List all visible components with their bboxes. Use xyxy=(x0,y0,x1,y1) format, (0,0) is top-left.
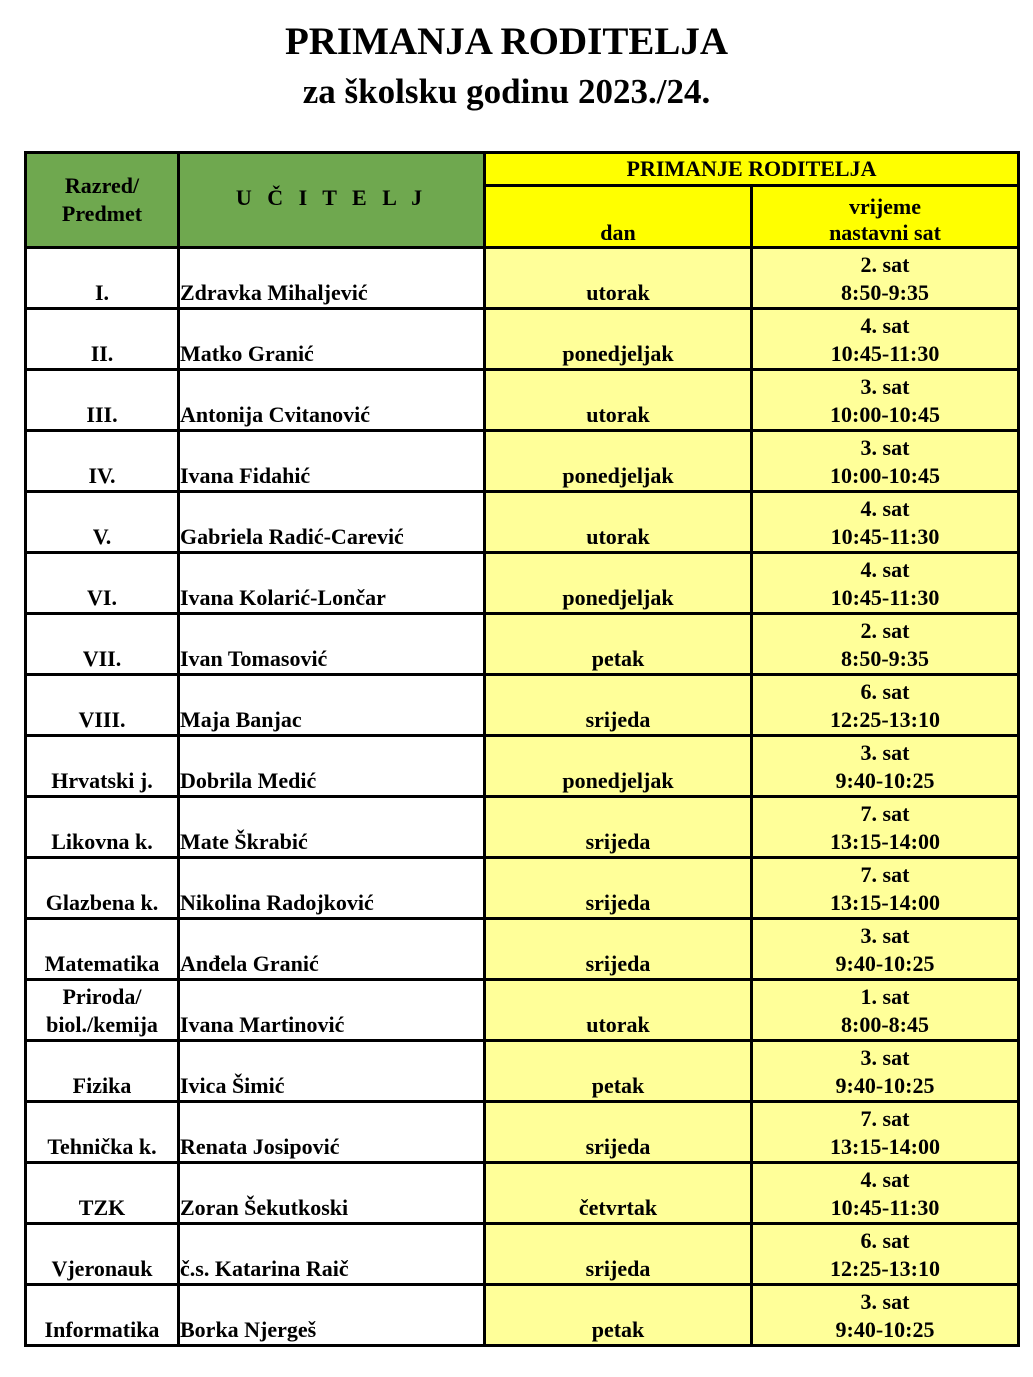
cell-dan: četvrtak xyxy=(486,1164,753,1225)
sat-text: 6. sat xyxy=(860,1228,910,1253)
cell-ucitelj: Ivana Kolarić-Lončar xyxy=(180,554,486,615)
cell-ucitelj: Ivan Tomasović xyxy=(180,615,486,676)
razred-text: Vjeronauk xyxy=(51,1256,153,1281)
razred-text: Hrvatski j. xyxy=(51,768,153,793)
razred-text: Likovna k. xyxy=(51,829,153,854)
cell-razred xyxy=(27,1103,180,1164)
table-row xyxy=(27,737,1017,798)
vrijeme-text: 8:50-9:35 xyxy=(841,280,929,305)
table-row xyxy=(27,981,1017,1042)
razred-text: V. xyxy=(92,524,112,549)
cell-dan: srijeda xyxy=(486,676,753,737)
header-vrijeme-line: vrijeme xyxy=(848,194,922,219)
razred-text: VI. xyxy=(87,585,117,610)
sat-text: 1. sat xyxy=(860,984,910,1009)
sat-text: 3. sat xyxy=(860,1289,910,1314)
cell-ucitelj: Ivana Fidahić xyxy=(180,432,486,493)
table-row xyxy=(27,554,1017,615)
table-row xyxy=(27,1164,1017,1225)
sat-text: 4. sat xyxy=(860,496,910,521)
vrijeme-text: 13:15-14:00 xyxy=(830,1134,940,1159)
page-title: PRIMANJA RODITELJA xyxy=(284,20,729,63)
cell-dan: srijeda xyxy=(486,859,753,920)
table-row xyxy=(27,1103,1017,1164)
cell-razred xyxy=(27,1286,180,1344)
cell-razred xyxy=(27,1225,180,1286)
razred-text: IV. xyxy=(88,463,116,488)
cell-dan: petak xyxy=(486,615,753,676)
razred-text: Priroda/ xyxy=(62,984,142,1009)
schedule-body xyxy=(27,249,1017,1344)
vrijeme-text: 9:40-10:25 xyxy=(835,1073,935,1098)
sat-text: 4. sat xyxy=(860,1167,910,1192)
razred-text: Fizika xyxy=(72,1073,132,1098)
cell-ucitelj: Dobrila Medić xyxy=(180,737,486,798)
razred-text: VII. xyxy=(82,646,122,671)
table-row xyxy=(27,432,1017,493)
vrijeme-text: 10:45-11:30 xyxy=(830,585,940,610)
header-razred xyxy=(27,154,180,249)
sat-text: 3. sat xyxy=(860,1045,910,1070)
cell-razred xyxy=(27,737,180,798)
cell-vrijeme xyxy=(753,676,1017,737)
cell-vrijeme xyxy=(753,859,1017,920)
sat-text: 7. sat xyxy=(860,862,910,887)
razred-text: biol./kemija xyxy=(46,1012,158,1037)
vrijeme-text: 13:15-14:00 xyxy=(830,829,940,854)
vrijeme-text: 8:00-8:45 xyxy=(841,1012,929,1037)
cell-ucitelj: Ivica Šimić xyxy=(180,1042,486,1103)
table-row xyxy=(27,310,1017,371)
cell-vrijeme xyxy=(753,1164,1017,1225)
sat-text: 7. sat xyxy=(860,1106,910,1131)
cell-vrijeme xyxy=(753,310,1017,371)
razred-text: Glazbena k. xyxy=(45,890,159,915)
cell-dan: srijeda xyxy=(486,1103,753,1164)
cell-razred xyxy=(27,1164,180,1225)
header-primanje-roditelja: PRIMANJE RODITELJA xyxy=(486,154,1017,187)
vrijeme-text: 12:25-13:10 xyxy=(830,707,940,732)
cell-ucitelj: Antonija Cvitanović xyxy=(180,371,486,432)
cell-razred xyxy=(27,493,180,554)
sat-text: 6. sat xyxy=(860,679,910,704)
vrijeme-text: 10:00-10:45 xyxy=(830,463,940,488)
sat-text: 4. sat xyxy=(860,313,910,338)
table-row xyxy=(27,920,1017,981)
cell-razred xyxy=(27,859,180,920)
header-dan: dan xyxy=(486,187,753,249)
sat-text: 3. sat xyxy=(860,435,910,460)
cell-vrijeme xyxy=(753,1103,1017,1164)
cell-razred xyxy=(27,920,180,981)
sat-text: 2. sat xyxy=(860,618,910,643)
cell-dan: utorak xyxy=(486,981,753,1042)
razred-text: VIII. xyxy=(78,707,126,732)
cell-vrijeme xyxy=(753,249,1017,310)
cell-vrijeme xyxy=(753,981,1017,1042)
table-row xyxy=(27,249,1017,310)
header-vrijeme-line: nastavni sat xyxy=(829,220,941,245)
table-row xyxy=(27,1286,1017,1344)
vrijeme-text: 9:40-10:25 xyxy=(835,768,935,793)
cell-dan: ponedjeljak xyxy=(486,737,753,798)
cell-vrijeme xyxy=(753,798,1017,859)
cell-vrijeme xyxy=(753,432,1017,493)
header-razred-line: Predmet xyxy=(61,201,143,226)
cell-razred xyxy=(27,554,180,615)
cell-dan: utorak xyxy=(486,249,753,310)
cell-vrijeme xyxy=(753,371,1017,432)
sat-text: 4. sat xyxy=(860,557,910,582)
cell-vrijeme xyxy=(753,493,1017,554)
table-row xyxy=(27,676,1017,737)
cell-vrijeme xyxy=(753,615,1017,676)
cell-razred xyxy=(27,676,180,737)
header-ucitelj: U Č I T E L J xyxy=(180,154,486,249)
vrijeme-text: 10:00-10:45 xyxy=(830,402,940,427)
cell-ucitelj: Ivana Martinović xyxy=(180,981,486,1042)
cell-dan: ponedjeljak xyxy=(486,554,753,615)
cell-razred xyxy=(27,981,180,1042)
cell-razred xyxy=(27,432,180,493)
cell-ucitelj: Gabriela Radić-Carević xyxy=(180,493,486,554)
cell-ucitelj: Borka Njergeš xyxy=(180,1286,486,1344)
sat-text: 3. sat xyxy=(860,923,910,948)
cell-razred xyxy=(27,249,180,310)
header-vrijeme xyxy=(753,187,1017,249)
cell-ucitelj: č.s. Katarina Raič xyxy=(180,1225,486,1286)
header-razred-line: Razred/ xyxy=(64,173,140,198)
schedule-table xyxy=(24,151,1020,1347)
table-row xyxy=(27,1042,1017,1103)
cell-dan: petak xyxy=(486,1286,753,1344)
table-row xyxy=(27,493,1017,554)
vrijeme-text: 12:25-13:10 xyxy=(830,1256,940,1281)
cell-dan: ponedjeljak xyxy=(486,310,753,371)
vrijeme-text: 10:45-11:30 xyxy=(830,524,940,549)
cell-ucitelj: Zoran Šekutkoski xyxy=(180,1164,486,1225)
vrijeme-text: 13:15-14:00 xyxy=(830,890,940,915)
vrijeme-text: 9:40-10:25 xyxy=(835,951,935,976)
cell-vrijeme xyxy=(753,1225,1017,1286)
table-row xyxy=(27,615,1017,676)
cell-vrijeme xyxy=(753,737,1017,798)
cell-ucitelj: Nikolina Radojković xyxy=(180,859,486,920)
cell-ucitelj: Anđela Granić xyxy=(180,920,486,981)
cell-vrijeme xyxy=(753,920,1017,981)
cell-razred xyxy=(27,615,180,676)
razred-text: Informatika xyxy=(44,1317,160,1342)
razred-text: Tehnička k. xyxy=(47,1134,157,1159)
razred-text: II. xyxy=(90,341,114,366)
cell-ucitelj: Mate Škrabić xyxy=(180,798,486,859)
cell-dan: ponedjeljak xyxy=(486,432,753,493)
vrijeme-text: 10:45-11:30 xyxy=(830,341,940,366)
cell-dan: srijeda xyxy=(486,798,753,859)
cell-dan: srijeda xyxy=(486,1225,753,1286)
razred-text: TZK xyxy=(78,1195,126,1220)
table-row xyxy=(27,371,1017,432)
cell-ucitelj: Maja Banjac xyxy=(180,676,486,737)
cell-razred xyxy=(27,1042,180,1103)
cell-dan: petak xyxy=(486,1042,753,1103)
table-row xyxy=(27,859,1017,920)
cell-vrijeme xyxy=(753,1042,1017,1103)
cell-ucitelj: Matko Granić xyxy=(180,310,486,371)
cell-ucitelj: Renata Josipović xyxy=(180,1103,486,1164)
razred-text: III. xyxy=(86,402,118,427)
cell-razred xyxy=(27,371,180,432)
table-row xyxy=(27,1225,1017,1286)
vrijeme-text: 8:50-9:35 xyxy=(841,646,929,671)
cell-ucitelj: Zdravka Mihaljević xyxy=(180,249,486,310)
sat-text: 3. sat xyxy=(860,740,910,765)
sat-text: 3. sat xyxy=(860,374,910,399)
cell-dan: srijeda xyxy=(486,920,753,981)
sat-text: 2. sat xyxy=(860,252,910,277)
cell-dan: utorak xyxy=(486,493,753,554)
page-subtitle: za školsku godinu 2023./24. xyxy=(302,72,711,111)
vrijeme-text: 9:40-10:25 xyxy=(835,1317,935,1342)
cell-vrijeme xyxy=(753,554,1017,615)
cell-razred xyxy=(27,798,180,859)
cell-dan: utorak xyxy=(486,371,753,432)
sat-text: 7. sat xyxy=(860,801,910,826)
table-row xyxy=(27,798,1017,859)
cell-vrijeme xyxy=(753,1286,1017,1344)
razred-text: Matematika xyxy=(44,951,160,976)
vrijeme-text: 10:45-11:30 xyxy=(830,1195,940,1220)
cell-razred xyxy=(27,310,180,371)
razred-text: I. xyxy=(94,280,110,305)
